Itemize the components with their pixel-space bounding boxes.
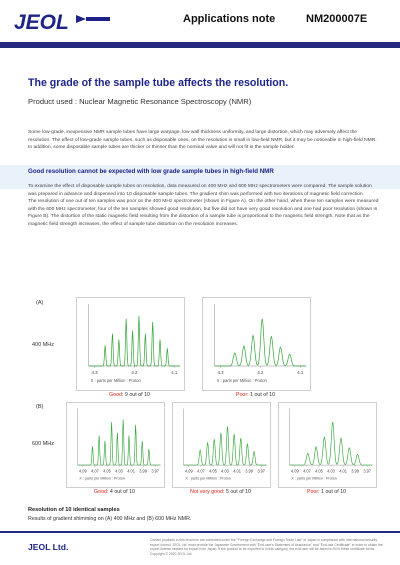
spectrum-line	[78, 419, 161, 465]
axis-label: X : parts per Million : Proton	[216, 377, 267, 384]
body-paragraph: To examine the effect of disposable sample tubes on resolution, data measured on 400 MHz and 600 MHz spectrometers were compared. The sample solution was prepared in advance and dispensed into 10 disposable sample tubes. The gradient shim was performed with two iterations of magnetic field correction. The resolution of one out of ten samples was poor on the 400 MHz spectrometer (shown in Figure A). On the other hand, when these ten samples were measured with the 600 MHz spectrometer, four of the ten samples showed good resolution, but five did not have very good resolution and one had poor resolution (shown in Figure B). The distortion of the static magnetic field resulting from the distortion of a sample tube is proportional to the magnetic field strength. Note that as the magnetic field strength increases, the effect of sample tube distortion on the resolution increases.	[28, 184, 379, 227]
tick-label: 4.03	[115, 468, 123, 474]
tick-label: 4.1	[297, 369, 304, 376]
footer-logo: JEOL Ltd.	[28, 542, 69, 552]
figure-a-caption-1	[76, 392, 183, 398]
tick-label: 3.97	[363, 468, 372, 474]
tick-label: 4.1	[171, 369, 178, 376]
tick-label: 3.99	[245, 468, 253, 474]
rating-count: : 4 out of 10	[106, 489, 135, 495]
tick-label: 3.97	[257, 468, 266, 474]
tick-label: 3.99	[139, 468, 147, 474]
rating-count: : 5 out of 10	[223, 489, 251, 495]
figure-a-panel-1	[76, 297, 185, 391]
spectrum-line	[290, 422, 373, 465]
figure-b-caption-1	[66, 489, 163, 495]
axis-label: X : parts per Million : Proton	[79, 476, 125, 481]
logo-text: JEOL	[14, 11, 69, 34]
spectrum-plot	[279, 403, 376, 487]
tick-label: 4.01	[233, 468, 241, 474]
figure-a-caption-2	[202, 392, 309, 398]
tick-label: 4.05	[315, 468, 323, 474]
tick-label: 4.03	[327, 468, 335, 474]
jeol-logo-mark	[14, 8, 114, 36]
tick-label: 4.2	[257, 369, 264, 376]
tick-label: 3.99	[351, 468, 359, 474]
figure-a-panel-2	[202, 297, 311, 391]
rating-label: Good	[109, 392, 122, 398]
tick-label: 4.09	[79, 468, 87, 474]
tick-label: 4.3	[217, 369, 224, 376]
spectrum-plot	[67, 403, 164, 487]
figure-a-frequency: 400 MHz	[32, 342, 55, 348]
rating-label: Poor	[235, 392, 248, 398]
section-heading: Good resolution cannot be expected with low grade sample tubes in high-field NMR	[28, 168, 274, 175]
spectrum-plot	[203, 298, 310, 390]
tick-label: 4.07	[197, 468, 205, 474]
header-rule	[0, 42, 400, 48]
spectrum-plot	[173, 403, 270, 487]
axis-label: X : parts per Million : Proton	[291, 476, 337, 481]
figure-b-caption-3	[278, 489, 375, 495]
rating-count: : 1 out of 10	[318, 489, 347, 495]
results-description: Results of gradient shimming on (A) 400 MHz and (B) 600 MHz NMR.	[28, 516, 192, 522]
tick-label: 4.2	[131, 369, 138, 376]
figure-b-caption-2	[172, 489, 269, 495]
tick-label: 4.05	[103, 468, 111, 474]
figure-b-label: (B)	[36, 404, 44, 410]
page-title: The grade of the sample tube affects the resolution.	[28, 77, 289, 89]
figure-b-panel-2	[172, 402, 271, 488]
tick-label: 4.3	[91, 369, 98, 376]
tick-label: 3.97	[151, 468, 160, 474]
axis-label: X : parts per Million : Proton	[185, 476, 231, 481]
intro-paragraph: Some low-grade, inexpensive NMR sample tubes have large warpage, low wall thickness uniformity, and large distortion, which may adversely affect the resolution. The effect of low-grade sample tubes, such as disposable ones, on the resolution is small in low-field NMR, but it may be noticeable in high-field NMR. In addition, some disposable sample tubes are thicker or thinner than the nominal value and will not fit in the sample holder.	[28, 130, 377, 150]
logo-swoosh	[76, 15, 110, 23]
results-heading: Resolution of 10 identical samples	[28, 507, 120, 513]
tick-label: 4.03	[221, 468, 229, 474]
spectrum-line	[89, 316, 180, 366]
jeol-logo	[14, 8, 114, 36]
spectrum-plot	[77, 298, 184, 390]
axis-label: X : parts per Million : Proton	[90, 377, 141, 384]
figure-b-panel-1	[66, 402, 165, 488]
document-type: Applications note	[183, 13, 276, 25]
tick-label: 4.09	[291, 468, 299, 474]
rating-count: : 1 out of 10	[247, 392, 276, 398]
figure-b-frequency: 600 MHz	[32, 441, 55, 447]
figure-b-panel-3	[278, 402, 377, 488]
product-used: Product used : Nuclear Magnetic Resonance Spectroscopy (NMR)	[28, 97, 252, 106]
tick-label: 4.05	[209, 468, 217, 474]
rating-count: : 9 out of 10	[121, 392, 150, 398]
spectrum-line	[184, 426, 267, 465]
footer-note: Certain products in this brochure are controlled under the "Foreign Exchange and Foreign Trade Law" of Japan in compliance with international security export control. JEOL Ltd. must provide the Japanese Government with "End-user's Statement of Assurance" and "End-use Certificate" in order to obtain the export license needed for export from Japan. If the product to be exported is in this category, the end user will be asked to fill in these certificate forms. Copyright © 2020 JEOL Ltd.	[150, 538, 383, 556]
rating-label: Not very good	[190, 489, 223, 495]
tick-label: 4.01	[339, 468, 347, 474]
tick-label: 4.07	[303, 468, 311, 474]
tick-label: 4.01	[127, 468, 135, 474]
rating-label: Poor	[306, 489, 319, 495]
spectrum-line	[215, 319, 306, 366]
document-id: NM200007E	[306, 13, 368, 25]
tick-label: 4.09	[185, 468, 193, 474]
footer-rule	[0, 531, 400, 533]
figure-a-label: (A)	[36, 300, 44, 306]
tick-label: 4.07	[91, 468, 99, 474]
rating-label: Good	[94, 489, 107, 495]
